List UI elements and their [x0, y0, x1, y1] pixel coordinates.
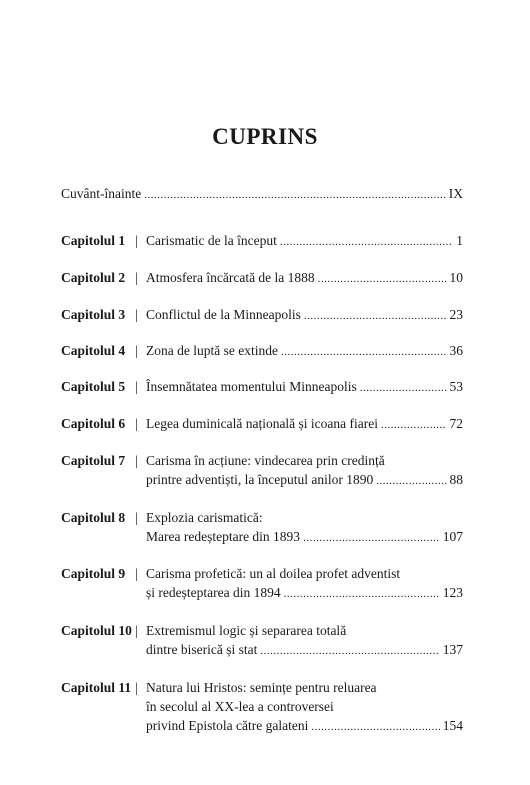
dot-leader [318, 270, 447, 289]
chapter-title [146, 341, 463, 360]
dot-leader [381, 416, 446, 435]
chapter-title [146, 564, 463, 602]
chapter-title [146, 377, 463, 396]
chapter-page-number: 123 [442, 585, 463, 600]
dot-leader [311, 718, 439, 737]
chapter-separator: | [135, 343, 138, 358]
chapter-separator: | [135, 379, 138, 394]
dot-leader [281, 343, 447, 362]
chapter-title-line: Carisma în acțiune: vindecarea prin credință [146, 453, 385, 468]
chapter-label: Capitolul 11 [61, 680, 132, 695]
chapter-page-number: 137 [442, 642, 463, 657]
chapter-title-line: Explozia carismatică: [146, 510, 263, 525]
chapter-title [146, 305, 463, 324]
chapter-title-line: dintre biserică și stat [146, 642, 258, 657]
dot-leader [260, 642, 439, 661]
chapter-title-line: Extremismul logic și separarea totală [146, 623, 347, 638]
chapter-separator: | [135, 623, 138, 638]
chapter-separator: | [135, 307, 138, 322]
chapter-page-number: 53 [449, 379, 463, 394]
chapter-page-number: 23 [449, 307, 463, 322]
chapter-label: Capitolul 10 [61, 623, 132, 638]
dot-leader [284, 585, 440, 604]
toc-entry-foreword[interactable] [61, 186, 463, 202]
chapter-separator: | [135, 510, 138, 525]
chapter-title [146, 451, 463, 489]
chapter-title-line: privind Epistola către galateni [146, 718, 309, 733]
chapter-page-number: 154 [442, 718, 463, 733]
chapter-label: Capitolul 8 [61, 510, 126, 525]
chapter-title [146, 414, 463, 433]
chapter-label: Capitolul 3 [61, 307, 126, 322]
dot-leader [144, 189, 446, 201]
chapter-title-line: în secolul al XX-lea a controversei [146, 699, 334, 714]
chapter-title [146, 231, 463, 250]
dot-leader [303, 529, 440, 548]
chapter-title-line: Însemnătatea momentului Minneapolis [146, 379, 357, 394]
chapter-title-line: și redeșteptarea din 1894 [146, 585, 281, 600]
foreword-page-number: IX [448, 186, 463, 201]
chapter-separator: | [135, 233, 138, 248]
chapter-page-number: 72 [449, 416, 463, 431]
dot-leader [280, 233, 453, 252]
dot-leader [376, 472, 446, 491]
chapter-separator: | [135, 270, 138, 285]
chapter-title [146, 508, 463, 546]
page-title: CUPRINS [212, 124, 318, 149]
chapter-page-number: 1 [456, 233, 463, 248]
chapter-separator: | [135, 453, 138, 468]
chapter-page-number: 107 [442, 529, 463, 544]
chapter-label: Capitolul 2 [61, 270, 126, 285]
chapter-title-line: printre adventiști, la începutul anilor 1890 [146, 472, 374, 487]
foreword-title: Cuvânt-înainte [61, 186, 142, 201]
chapter-title-line: Carisma profetică: un al doilea profet adventist [146, 566, 401, 581]
chapter-title-line: Natura lui Hristos: semințe pentru reluarea [146, 680, 377, 695]
chapter-title [146, 678, 463, 735]
chapter-separator: | [135, 416, 138, 431]
chapter-separator: | [135, 566, 138, 581]
chapter-title-line: Carismatic de la început [146, 233, 277, 248]
chapter-title [146, 621, 463, 659]
chapter-label: Capitolul 4 [61, 343, 126, 358]
dot-leader [304, 307, 447, 326]
chapter-label: Capitolul 6 [61, 416, 126, 431]
chapter-separator: | [135, 680, 138, 695]
chapter-label: Capitolul 9 [61, 566, 126, 581]
chapter-label: Capitolul 5 [61, 379, 126, 394]
chapter-page-number: 10 [449, 270, 463, 285]
chapter-title [146, 268, 463, 287]
chapter-title-line: Marea redeșteptare din 1893 [146, 529, 301, 544]
chapter-title-line: Legea duminicală națională și icoana fiarei [146, 416, 379, 431]
chapter-title-line: Zona de luptă se extinde [146, 343, 278, 358]
chapter-page-number: 36 [449, 343, 463, 358]
dot-leader [360, 379, 447, 398]
chapter-page-number: 88 [449, 472, 463, 487]
chapter-title-line: Atmosfera încărcată de la 1888 [146, 270, 315, 285]
chapter-title-line: Conflictul de la Minneapolis [146, 307, 301, 322]
chapter-label: Capitolul 1 [61, 233, 126, 248]
chapter-label: Capitolul 7 [61, 453, 126, 468]
